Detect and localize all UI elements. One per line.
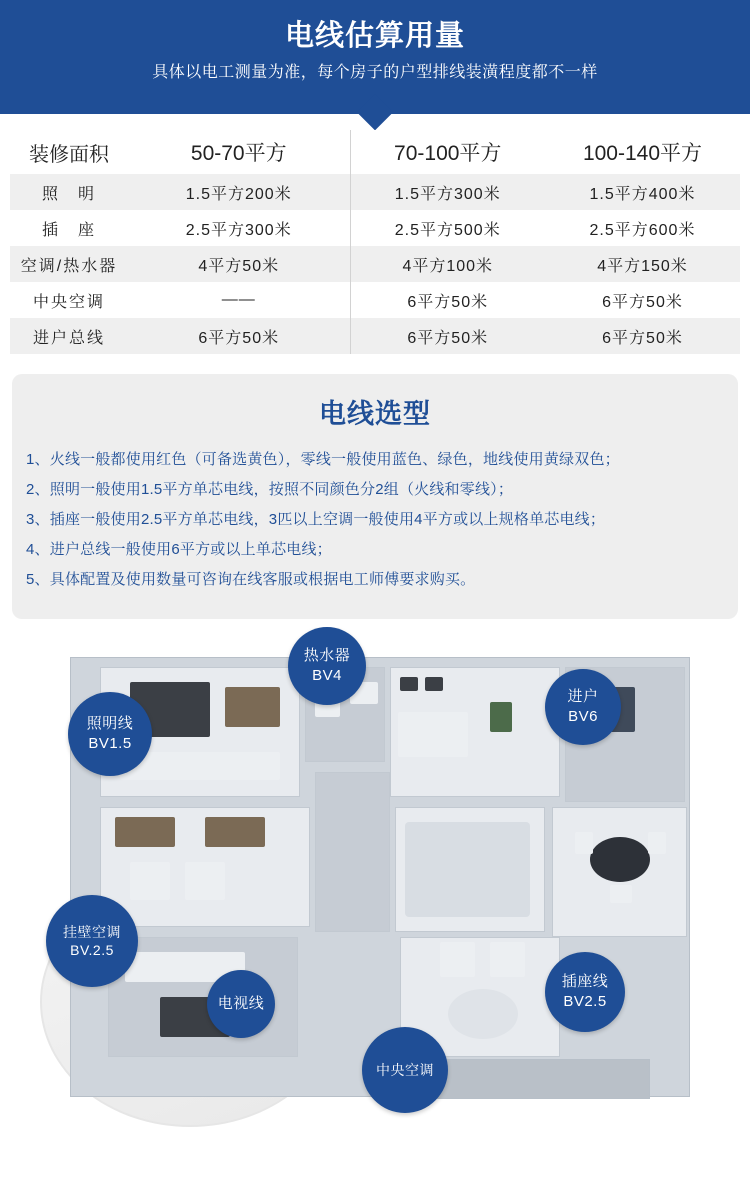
cell-main-70-100: 6平方50米 [350, 318, 545, 354]
list-item: 3、插座一般使用2.5平方单芯电线，3匹以上空调一般使用4平方或以上规格单芯电线； [26, 511, 606, 528]
furniture-sofa [398, 712, 468, 757]
furniture-cabinet [115, 817, 175, 847]
callout-lighting-wire[interactable] [68, 692, 152, 776]
callout-main-entry[interactable] [545, 669, 621, 745]
callout-label-line1: 插座线 [561, 973, 609, 990]
table-header-row [10, 130, 740, 174]
cell-lighting-100-140: 1.5平方400米 [589, 185, 696, 203]
table-header-area: 装修面积 [29, 143, 109, 166]
callout-water-heater[interactable] [288, 627, 366, 705]
callout-tv-wire[interactable] [207, 970, 275, 1038]
selection-title: 电线选型 [319, 399, 431, 429]
row-label-socket: 插 座 [41, 221, 96, 239]
row-label-central-ac: 中央空调 [32, 293, 105, 311]
row-label-ac-waterheater: 空调/热水器 [20, 257, 118, 275]
estimate-table-section [0, 114, 750, 360]
table-row [10, 282, 740, 318]
row-label-main-line: 进户总线 [32, 329, 105, 347]
table-header-col3: 100-140平方 [582, 142, 703, 165]
cell-main-50-70: 6平方50米 [198, 329, 280, 347]
cell-main-100-140: 6平方50米 [602, 329, 683, 347]
furniture-rug [405, 822, 530, 917]
furniture-chair [648, 832, 666, 854]
table-row [10, 246, 740, 282]
table-row [10, 174, 740, 210]
furniture-cabinet [205, 817, 265, 847]
callout-label-line1: 照明线 [86, 715, 134, 732]
list-item: 2、照明一般使用1.5平方单芯电线，按照不同颜色分2组（火线和零线）； [26, 481, 514, 498]
header-banner [0, 0, 750, 114]
furniture-armchair [130, 862, 170, 900]
page-subtitle: 具体以电工测量为准，每个房子的户型排线装潢程度都不一样 [152, 64, 598, 81]
furniture-dining-table [590, 837, 650, 882]
callout-socket-wire[interactable] [545, 952, 625, 1032]
cell-central-ac-70-100: 6平方50米 [350, 282, 545, 318]
callout-central-ac[interactable] [362, 1027, 448, 1113]
furniture-coffee-table [448, 989, 518, 1039]
furniture-wall-art [400, 677, 418, 691]
cell-lighting-70-100: 1.5平方300米 [350, 174, 545, 210]
callout-label-line2: BV4 [312, 667, 342, 684]
furniture-wall-art [425, 677, 443, 691]
callout-label-line1: 中央空调 [376, 1062, 434, 1078]
callout-label-line2: BV6 [568, 708, 598, 725]
furniture-armchair [185, 862, 225, 900]
callout-label-line1: 进户 [567, 688, 599, 705]
furniture-armchair [490, 942, 525, 977]
furniture-plant [490, 702, 512, 732]
callout-label-line2: BV2.5 [563, 993, 607, 1010]
list-item: 5、具体配置及使用数量可咨询在线客服或根据电工师傅要求购买。 [26, 571, 476, 588]
estimate-table [10, 130, 740, 354]
callout-wall-ac[interactable] [46, 895, 138, 987]
room-corridor [315, 772, 390, 932]
list-item: 4、进户总线一般使用6平方或以上单芯电线； [26, 541, 332, 558]
cell-socket-50-70: 2.5平方300米 [185, 221, 292, 239]
table-header-col2: 70-100平方 [350, 130, 545, 174]
cell-central-ac-100-140: 6平方50米 [602, 293, 683, 311]
table-row [10, 318, 740, 354]
cell-socket-100-140: 2.5平方600米 [589, 221, 696, 239]
table-header-col1: 50-70平方 [190, 142, 287, 165]
table-row [10, 210, 740, 246]
list-item: 1、火线一般都使用红色（可备选黄色），零线一般使用蓝色、绿色，地线使用黄绿双色； [26, 451, 620, 468]
selection-list [12, 445, 738, 595]
cell-central-ac-50-70: —— [221, 291, 256, 308]
page-title: 电线估算用量 [284, 20, 465, 52]
cell-socket-70-100: 2.5平方500米 [350, 210, 545, 246]
row-label-lighting: 照 明 [41, 185, 96, 203]
cell-ac-50-70: 4平方50米 [198, 257, 280, 275]
callout-label-line1: 挂壁空调 [63, 924, 121, 940]
callout-label-line2: BV1.5 [88, 735, 132, 752]
wire-selection-panel [12, 374, 738, 619]
floorplan-illustration [0, 627, 750, 1147]
callout-label-line1: 热水器 [303, 647, 351, 664]
cell-lighting-50-70: 1.5平方200米 [185, 185, 292, 203]
furniture-chair [575, 832, 593, 854]
callout-label-line2: BV.2.5 [70, 942, 114, 958]
cell-ac-100-140: 4平方150米 [597, 257, 688, 275]
callout-label-line1: 电视线 [217, 995, 265, 1012]
furniture-chair [610, 885, 632, 903]
furniture-wardrobe [225, 687, 280, 727]
cell-ac-70-100: 4平方100米 [350, 246, 545, 282]
furniture-armchair [440, 942, 475, 977]
